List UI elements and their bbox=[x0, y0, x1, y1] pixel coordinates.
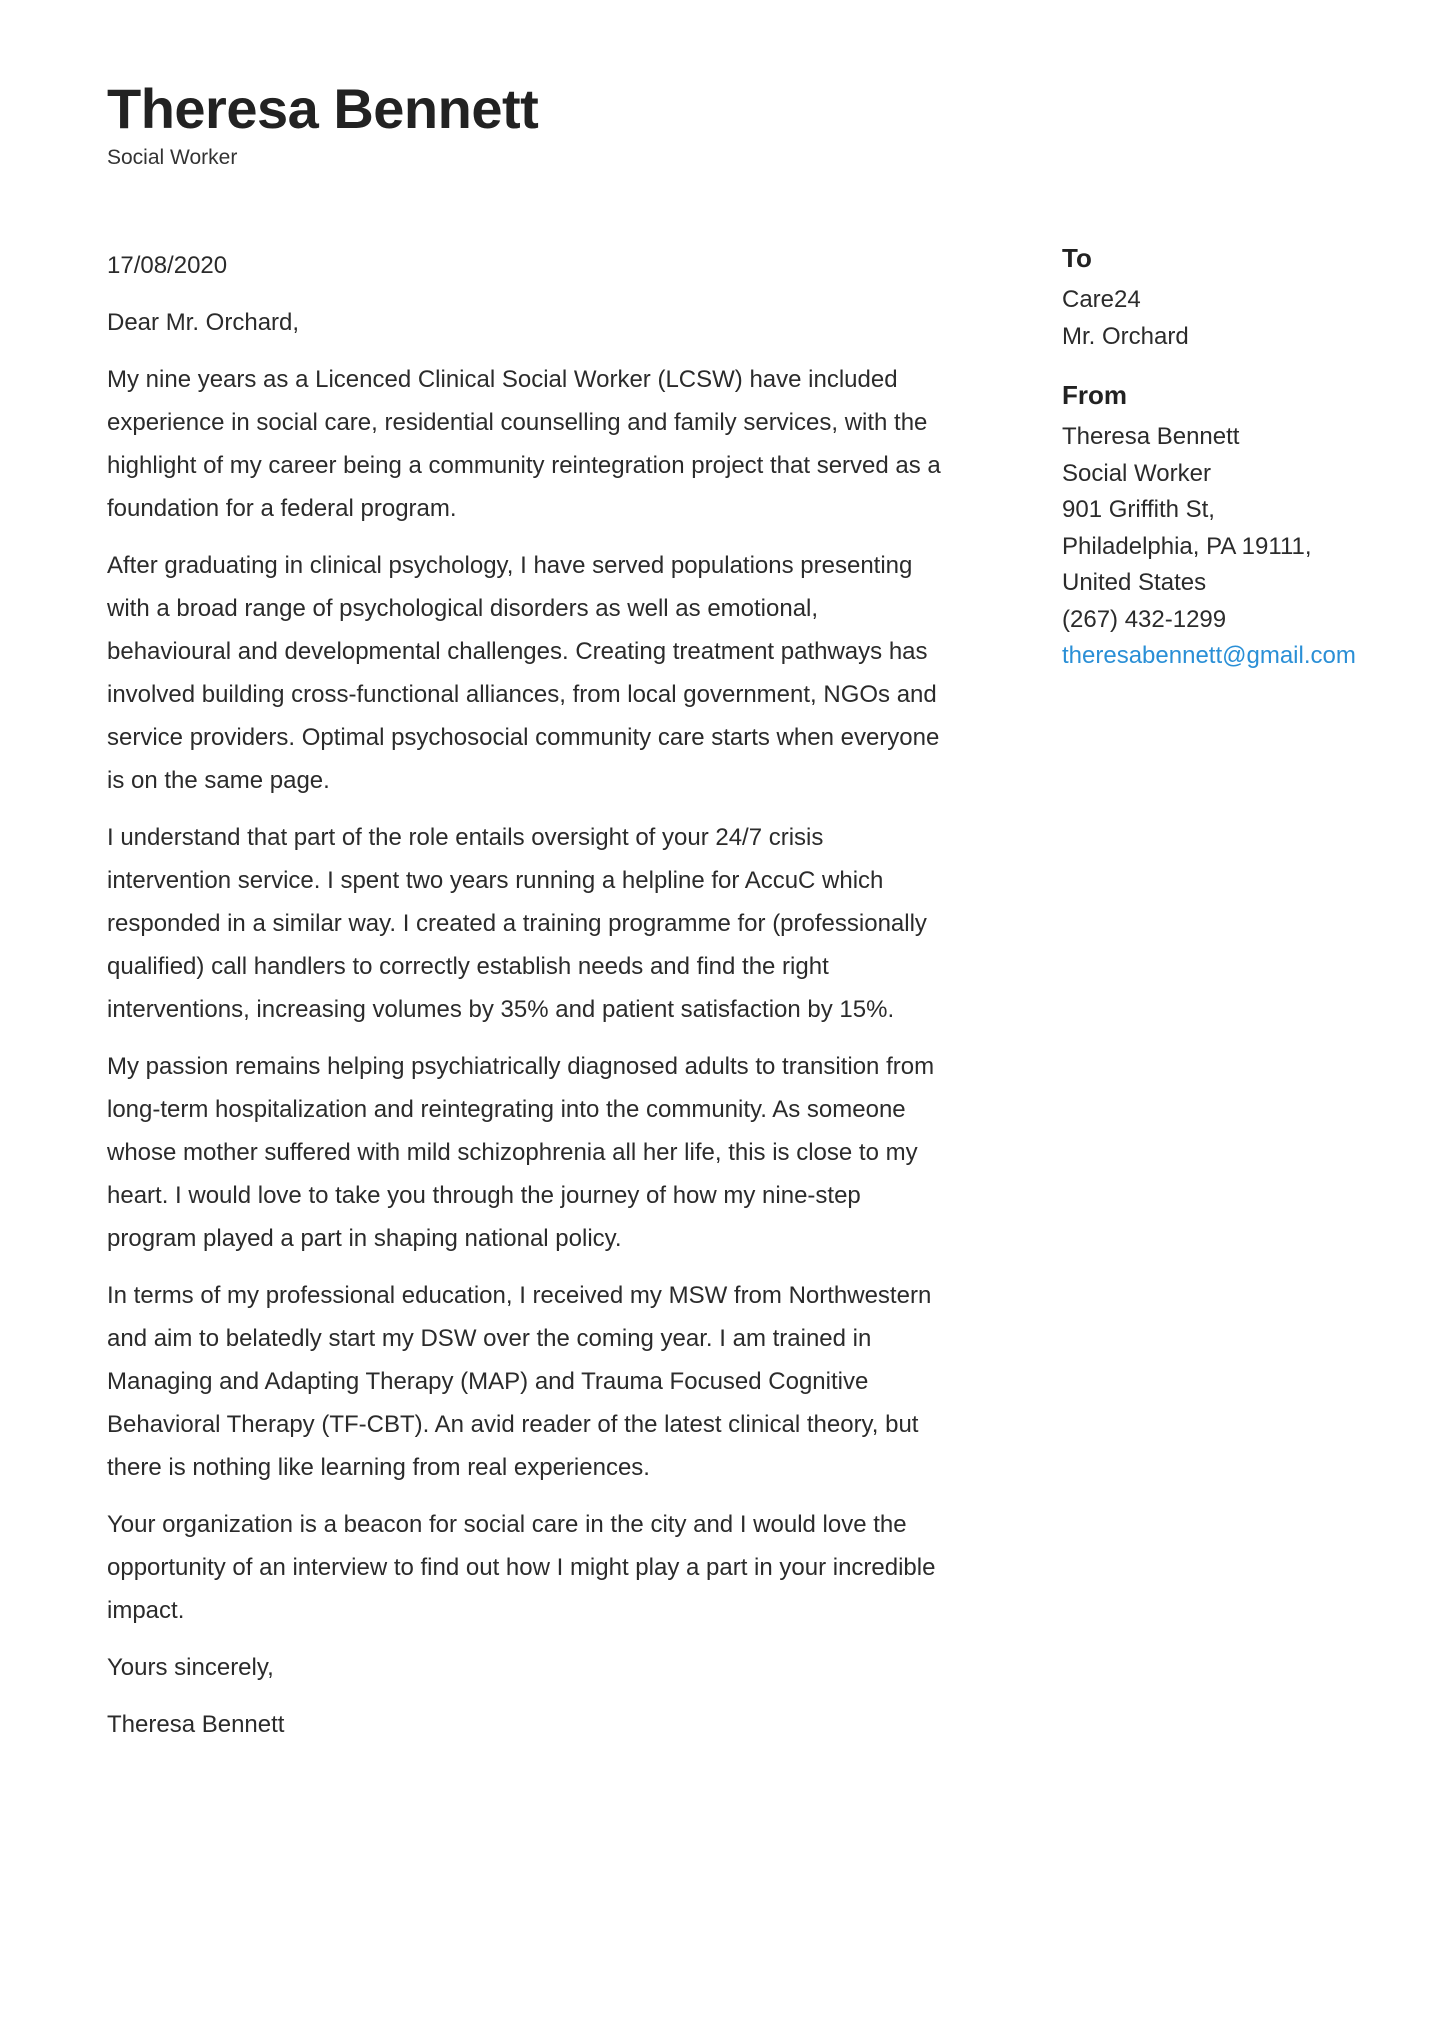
letter-header bbox=[107, 74, 538, 170]
letter-paragraph: I understand that part of the role entails oversight of your 24/7 crisis intervention service. I spent two years running a helpline for AccuC which responded in a similar way. I created a training programme for (professionally qualified) call handlers to correctly establish needs and find the right interventions, increasing volumes by 35% and patient satisfaction by 15%. bbox=[107, 824, 927, 1023]
letter-greeting: Dear Mr. Orchard, bbox=[107, 309, 300, 336]
recipient-company: Care24 bbox=[1062, 286, 1141, 313]
recipient-name: Mr. Orchard bbox=[1062, 322, 1189, 350]
sender-country: United States bbox=[1062, 569, 1207, 596]
sender-street: 901 Griffith St, bbox=[1062, 496, 1215, 523]
letter-signature: Theresa Bennett bbox=[107, 1711, 285, 1738]
letter-date: 17/08/2020 bbox=[107, 252, 228, 279]
contact-sidebar bbox=[1062, 238, 1402, 695]
letter-paragraph: After graduating in clinical psychology, I have served populations presenting with a broad range of psychological disorders as well as emotional, behavioural and developmental challenges. Creating treatment pathways has involved building cross-functional alliances, from local government, NGOs and service providers. Optimal psychosocial community care starts when everyone is on the same page. bbox=[107, 552, 940, 794]
to-heading: To bbox=[1062, 243, 1092, 273]
letter-paragraph: Your organization is a beacon for social care in the city and I would love the opportunity of an interview to find out how I might play a part in your incredible impact. bbox=[107, 1511, 936, 1624]
sender-block bbox=[1062, 375, 1402, 675]
sender-role: Social Worker bbox=[1062, 459, 1211, 487]
letter-body bbox=[107, 244, 947, 1760]
letter-paragraph: In terms of my professional education, I received my MSW from Northwestern and aim to belatedly start my DSW over the coming year. I am trained in Managing and Adapting Therapy (MAP) and Trauma Focused Cognitive Behavioral Therapy (TF-CBT). An avid reader of the latest clinical theory, but there is nothing like learning from real experiences. bbox=[107, 1282, 932, 1481]
recipient-block bbox=[1062, 238, 1402, 355]
sender-email-link[interactable]: theresabennett@gmail.com bbox=[1062, 642, 1356, 669]
sender-city: Philadelphia, PA 19111, bbox=[1062, 532, 1312, 560]
sender-name-title: Theresa Bennett bbox=[107, 77, 539, 140]
letter-paragraph: My nine years as a Licenced Clinical Social Worker (LCSW) have included experience in social care, residential counselling and family services, with the highlight of my career being a community reintegration project that served as a foundation for a federal program. bbox=[107, 366, 941, 522]
sender-name: Theresa Bennett bbox=[1062, 423, 1240, 450]
letter-paragraph: My passion remains helping psychiatrically diagnosed adults to transition from long-term hospitalization and reintegrating into the community. As someone whose mother suffered with mild schizophrenia all her life, this is close to my heart. I would love to take you through the journey of how my nine-step program played a part in shaping national policy. bbox=[107, 1053, 935, 1252]
sender-phone: (267) 432-1299 bbox=[1062, 605, 1227, 633]
sender-role-subtitle: Social Worker bbox=[107, 146, 238, 169]
from-heading: From bbox=[1062, 380, 1127, 410]
letter-closing: Yours sincerely, bbox=[107, 1654, 274, 1681]
